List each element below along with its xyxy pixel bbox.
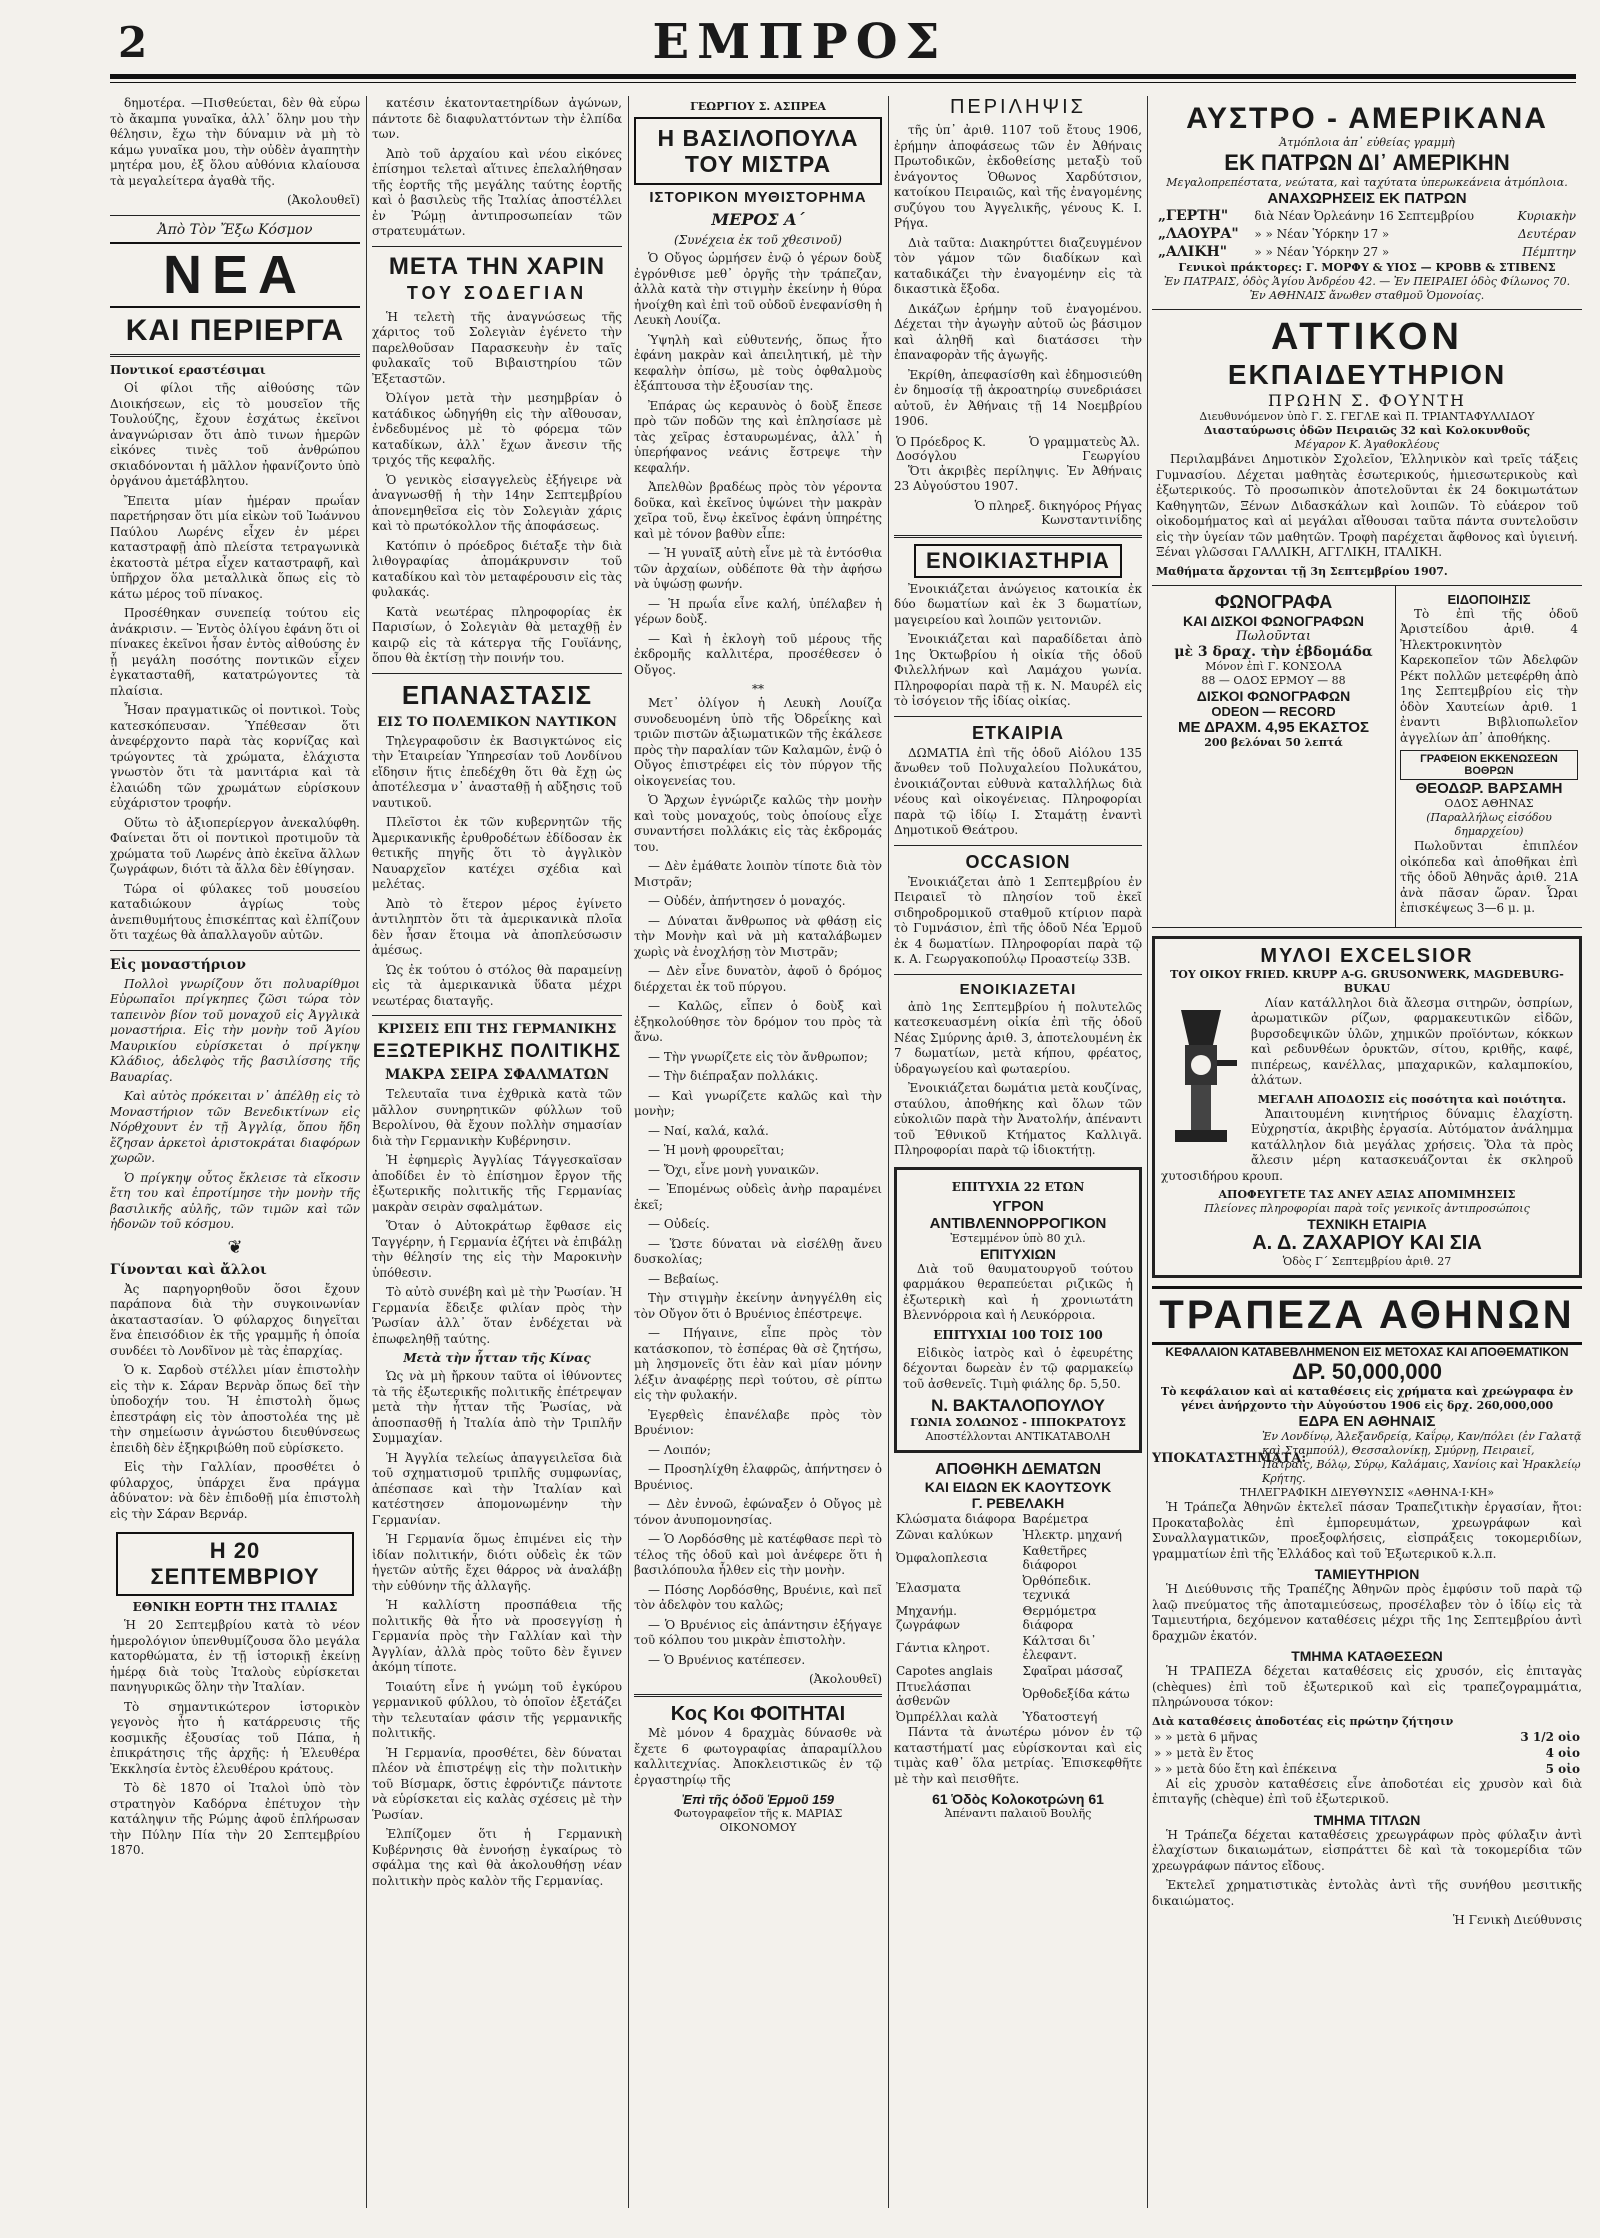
- store-items-table: [894, 1511, 1142, 1725]
- article-text: Ἐγερθεὶς ἐπανέλαβε πρὸς τὸν Βρυένιον:: [634, 1407, 882, 1437]
- article-text: Τελευταῖα τινα ἐχθρικὰ κατὰ τῶν μᾶλλον συνηρητικῶν φύλλων τοῦ Βερολίνου, θὰ ἔχουν πολλὴν σημασίαν διὰ τὴν Γερμανικὴν Κυβέρνησιν.: [372, 1087, 622, 1148]
- ad-line: ΥΠΟΚΑΤΑΣΤΗΜΑΤΑ:: [1152, 1450, 1307, 1466]
- classified-text: ἀπὸ 1ης Σεπτεμβρίου ἡ πολυτελῶς κατεσκευασμένη οἰκία ἐπὶ τῆς ὁδοῦ Νέας Σμύρνης ἀριθ. 3, ἀποτελουμένη ἐκ 7 δωματίων, μετὰ κήπου, φρέατος, ὑδραγωγείου καὶ φωταερίου.: [894, 999, 1142, 1076]
- signature: Ὁ γραμματεὺς Ἀλ. Γεωργίου: [1029, 434, 1140, 463]
- article-text: Ἀπὸ τὸ ἕτερον μέρος ἐγίνετο ἀντιληπτὸν ὅτι τὰ ἀμερικανικὰ πλοῖα δὲν ἦσαν ἕτοιμα νὰ ἀποπλεύσωσιν ἀμέσως.: [372, 896, 622, 957]
- ad-section-title: ΤΑΜΙΕΥΤΗΡΙΟΝ: [1314, 1566, 1420, 1582]
- divider: [894, 535, 1142, 538]
- serial-author: ΓΕΩΡΓΙΟΥ Σ. ΑΣΠΡΕΑ: [690, 100, 826, 113]
- article-text: — Δὲν ἐννοῶ, ἐφώναξεν ὁ Οὔγος μὲ τόνον ἀνυπομονησίας.: [634, 1497, 882, 1527]
- column-1: [110, 96, 360, 2208]
- article-text: Ἦσαν πραγματικῶς οἱ ποντικοὶ. Τοὺς κατεσκόπευσαν. Ὑπέθεσαν ὅτι ἀνεφέρχοντο παρὰ τὰς κορνίζας καὶ τρώγοντες τὰ χρώματα, ἐλάχιστα γνωστὸν ὅτι τὰ μανιτάρια καὶ τὰ ἐλαιώδη τῶν χρωμάτων εὑρίσκουν εὐχάριστον τροφήν.: [110, 703, 360, 810]
- notice-text: Διὰ ταῦτα: Διακηρύττει διαζευγμένον τὸν γάμον τῶν διαδίκων καὶ καταδικάζει τὴν ἐναγομένην εἰς τὰ δικαστικὰ ἔξοδα.: [894, 235, 1142, 296]
- article-text: Ἡ τελετὴ τῆς ἀναγνώσεως τῆς χάριτος τοῦ Σολεγιὰν ἐγένετο τὴν παρελθοῦσαν Παρασκευὴν ἐν ταῖς φυλακαῖς τοῦ Βιβαιστηρίου τῶν Ἐξεταστῶν.: [372, 309, 622, 386]
- article-text: — Καὶ γνωρίζετε καλῶς καὶ τὴν μονὴν;: [634, 1088, 882, 1118]
- table-cell: „ΑΛΙΚΗ": [1158, 244, 1228, 260]
- article-text: — Ἡ πρωΐα εἶνε καλή, ὑπέλαβεν ἡ γέρων δοὺξ.: [634, 596, 882, 626]
- attikon-school-ad: [1152, 310, 1582, 586]
- table-cell: » » Νέαν Ὑόρκην 27 »: [1254, 245, 1390, 259]
- ad-line: ΤΟΥ ΟΙΚΟΥ FRIED. KRUPP A-G. GRUSONWERK, MAGDEBURG-BUKAU: [1170, 967, 1564, 995]
- article-text: — Οὐδέν, ἀπήντησεν ὁ μοναχός.: [648, 894, 846, 908]
- column-3: [634, 96, 882, 2208]
- article-heading: Εἰς μοναστήριον: [110, 956, 246, 973]
- ad-line: ΤΗΛΕΓΡΑΦΙΚΗ ΔΙΕΥΘΥΝΣΙΣ «ΑΘΗΝΑ·Ι·ΚΗ»: [1239, 1486, 1495, 1499]
- mill-machine-icon: [1161, 1000, 1241, 1150]
- article-text: — Ναί, καλά, καλά.: [648, 1123, 769, 1138]
- article-text: Ἡ καλλίστη προσπάθεια τῆς πολιτικῆς θὰ ἦτο νὰ προσεγγίσῃ ἡ Γερμανία πρὸς τὴν Γαλλίαν καὶ τὴν Ἀγγλίαν, ἀλλὰ πρὸς τοῦτο δὲν ἔγινεν ἀκόμη τίποτε.: [372, 1598, 622, 1674]
- article-subtitle: ΤΟΥ ΣΟΔΕΓΙΑΝ: [406, 282, 588, 303]
- ad-line: Ἐν Λονδίνῳ, Ἀλεξανδρείᾳ, Καΐρῳ, Καν/πόλει (ἐν Γαλατᾷ καὶ Σταμπούλ), Θεσσαλονίκῃ, Σμύρνῃ, Πειραιεῖ, Πάτραις, Βόλῳ, Σύρῳ, Καλάμαις, Χανίοις καὶ Ἡρακλείῳ Κρήτης.: [1262, 1430, 1582, 1485]
- branches-row: [1152, 1430, 1582, 1486]
- article-text: — Καλῶς, εἶπεν ὁ δοὺξ καὶ ἐξηκολούθησε τὸν δρόμον του πρὸς τὰ ἄνω.: [634, 999, 882, 1044]
- interest-rates-table: [1152, 1729, 1582, 1777]
- article-text: — Πήγαινε, εἶπε πρὸς τὸν κατάσκοπον, τὸ ἑσπέρας θὰ σὲ ζητήσω, μὴ λησμονεῖς ὅτι ἐὰν καὶ μίαν μόνην λέξιν ἀναφέρῃς περὶ τούτου, σὲ ρίπτω εἰς τὴν φυλακήν.: [634, 1326, 882, 1402]
- article-text: — Τὴν γνωρίζετε εἰς τὸν ἄνθρωπον;: [648, 1049, 868, 1064]
- ad-line: ΘΕΟΔΩΡ. ΒΑΡΣΑΜΗ: [1415, 780, 1563, 797]
- ad-capital: ΔΡ. 50,000,000: [1291, 1359, 1442, 1384]
- ad-line: ΕΚ ΠΑΤΡΩΝ ΔΙ᾿ ΑΜΕΡΙΚΗΝ: [1224, 150, 1510, 175]
- ad-line: ΔΙΣΚΟΙ ΦΩΝΟΓΡΑΦΩΝ: [1196, 687, 1351, 704]
- ad-title: ΑΤΤΙΚΟΝ: [1271, 316, 1463, 358]
- table-cell: » » μετὰ δύο ἔτη καὶ ἐπέκεινα: [1154, 1761, 1338, 1776]
- article-text: — Καὶ ἡ ἐκλογὴ τοῦ μέρους τῆς ἐκδρομῆς καλλιτέρα, προσέθεσεν ὁ Οὔγος.: [634, 631, 882, 677]
- article-text: Οὕτω τὸ ἀξιοπερίεργον ἀνεκαλύφθη. Φαίνεται ὅτι οἱ ποντικοὶ προτιμοῦν τὰ χρώματα τοῦ Λωρένς ἀπὸ ἐκεῖνα ἄλλων ζωγράφων, διότι τὰ ἄλλα δὲν ἐθίγησαν.: [110, 815, 360, 876]
- ad-line: Ἐστεμμένον ὑπὸ 80 χιλ.: [950, 1231, 1086, 1245]
- article-text: Τηλεγραφοῦσιν ἐκ Βασιγκτώνος εἰς τὴν Ἑταιρείαν Ὑπηρεσίαν τοῦ Λονδίνου εἴδησιν ἥτις ἐπεδέχθη ὅτι θὰ ἔχῃ ὡς ἀποτέλεσμα ν᾿ ἀνασταθῇ ἡ αὔξησις τοῦ ναυτικοῦ.: [372, 733, 622, 810]
- ad-title: ΓΡΑΦΕΙΟΝ ΕΚΚΕΝΩΣΕΩΝ ΒΟΘΡΩΝ: [1400, 750, 1578, 780]
- article-text: Ἀπελθὼν βραδέως πρὸς τὸν γέροντα δοῦκα, καὶ ἐκεῖνος ὑψώνει τὴν μακρὰν χεῖρα τοῦ, ἔνῳ ἐκεῖνος ἐφάνη ὑπηρέτης καὶ μὲ τόνον βαθὺν εἶπε:: [634, 480, 882, 541]
- ad-line: Πωλοῦνται: [1236, 628, 1311, 644]
- ad-title: ΚΑΙ ΔΙΣΚΟΙ ΦΩΝΟΓΡΑΦΩΝ: [1183, 612, 1364, 629]
- ad-line: Διευθυνόμενον ὑπὸ Γ. Σ. ΓΕΓΛΕ καὶ Π. ΤΡΙΑΝΤΑΦΥΛΛΙΔΟΥ: [1199, 410, 1535, 423]
- article-text: Καὶ αὐτὸς πρόκειται ν᾿ ἀπέλθῃ εἰς τὸ Μοναστήριον τῶν Βενεδικτίνων εἰς Νόρθχουντ ἐν τῇ Ἀγγλίᾳ, ὅπου ἤδη ἔζησαν ἀρκετοὶ ἀριστοκράται διαφόρων χωρῶν.: [110, 1089, 360, 1165]
- article-text: — Οὐδείς.: [648, 1217, 710, 1231]
- notice-text: Δικάζων ἐρήμην τοῦ ἐναγομένου. Δέχεται τὴν ἀγωγὴν αὐτοῦ ὡς βάσιμον καὶ ἀληθῆ καὶ διατάσσει τὴν ἐπαναφορὰν τῆς ἀγωγῆς.: [894, 301, 1142, 362]
- article-text: Μετ᾿ ὀλίγον ἡ Λευκὴ Λουίζα συνοδευομένη ὑπὸ τῆς Ὀδρεΐκης καὶ τριῶν πιστῶν ἀξιωματικῶν τῆς ἐκάλεσε πρὸς τὴν παραλίαν τῶν Καλαμῶν, ἐνῷ ὁ Οὔγος ἐπιστρέφει εἰς τὸν πύργον τῆς οἰκογενείας του.: [634, 696, 882, 788]
- table-row: [894, 1511, 1142, 1527]
- article-text: — Πόσης Λορδόσθης, Βρυένιε, καὶ πεῖ τὸν ἀδελφὸν του καλῶς;: [634, 1582, 882, 1612]
- table-cell: Πτυελάσπαι ἀσθενῶν: [896, 1680, 972, 1708]
- article-text: Ἀπὸ τοῦ ἀρχαίου καὶ νέου εἰκόνες ἐπίσημοι τελεταὶ αἵτινες ἐπελαλήθησαν τῆς ἑορτῆς τῆς μεγάλης ταύτης ἑορτῆς καὶ ὁ βασιλεὺς τῆς Ἰταλίας ἀποστέλλει ἐν Ῥώμῃ ἀντιπροσωπείαν τῶν στρατευμάτων.: [372, 146, 622, 238]
- article-title: ΕΠΑΝΑΣΤΑΣΙΣ: [401, 679, 593, 710]
- table-cell: Βαρέμετρα: [1022, 1512, 1089, 1526]
- ad-text: Ἀπαιτουμένη κινητήριος δύναμις ἐλαχίστη. Εὐχρηστία, ἀκριβὴς ἐργασία. Αὐτόματον ἀνάλημμα κατάλληλον διὰ μεγάλας χρήσεις. Ὅλα τὰ πρὸς ἄλεσιν μέρη κατασκευάζονται ἐκ σκληροῦ χυτοσιδήρου κρουπ.: [1161, 1106, 1573, 1183]
- ornament-icon: **: [752, 682, 764, 696]
- article-text: Πολλοὶ γνωρίζουν ὅτι πολυαρίθμοι Εὐρωπαῖοι πρίγκηπες ζῶσι τώρα τὸν ταπεινὸν βίον τοῦ μοναχοῦ εἰς Ἀγγλικὰ μοναστήρια. Εἰς τὴν μονὴν τοῦ Ἁγίου Μαυρικίου εὑρίσκεται ὁ πρίγκηψ Κλάδιος, ἀδελφὸς τῆς βασιλίσσης τῆς Βαυαρίας.: [110, 976, 360, 1084]
- article-text: — Ἡ γυναῖξ αὐτὴ εἶνε μὲ τὰ ἐντόσθια τῶν ἀρχαίων, οὐδέποτε θὰ τὴν ἀφήσω νὰ ὑψώσῃ φωνήν.: [634, 546, 882, 591]
- table-cell: » » μετὰ ἓν ἔτος: [1154, 1745, 1254, 1760]
- ad-address: Ἐπὶ τῆς ὁδοῦ Ἑρμοῦ 159: [682, 1792, 834, 1807]
- ad-line: ΕΠΙΤΥΧΙΩΝ: [980, 1245, 1056, 1262]
- article-text: κατέσιν ἑκατονταετηρίδων ἀγώνων, πάντοτε δὲ διαφυλαττόντων τὴν ἐλπίδα των.: [372, 96, 622, 141]
- table-row: [894, 1709, 1142, 1725]
- ad-line: ODEON — RECORD: [1211, 703, 1336, 719]
- table-row: [1152, 1745, 1582, 1761]
- ad-text: Αἱ εἰς χρυσὸν καταθέσεις εἶνε ἀποδοτέαι εἰς χρυσὸν καὶ διὰ ἐπιταγῆς (chèque) ἐπὶ τοῦ ἐξωτερικοῦ.: [1152, 1776, 1582, 1806]
- article-text: Ἀς παρηγορηθοῦν ὅσοι ἔχουν παράπονα διὰ τὴν συγκοινωνίαν ἀκαταστασίαν. Ὁ φύλαρχος διηγεῖται ἕνα ἐπεισόδιον ἐκ τῆς γραμμῆς ἡ ὁποία συνδέει τὸ Λονδῖνον μὲ τὰς ἐπαρχίας.: [110, 1281, 360, 1358]
- ad-firm: Φωτογραφεῖον τῆς κ. ΜΑΡΙΑΣ ΟΙΚΟΝΟΜΟΥ: [673, 1807, 843, 1834]
- article-text: Κατὰ νεωτέρας πληροφορίας ἐκ Παρισίων, ὁ Σολεγιὰν θὰ μεταχθῇ ἐν καιρῷ εἰς τὰ κάτεργα τῆς Γουϊάνης, ὅπου θὰ ἐκτίσῃ τὴν ποινήν του.: [372, 604, 622, 665]
- classified-text: Ἐνοικιάζεται δωμάτια μετὰ κουζίνας, σταύλου, ἀποθήκης καὶ ὅλων τῶν εὐκολιῶν παρὰ τὴν Ἀνατολήν, ἀπέναντι τοῦ Ἐθνικοῦ Κτήματος Καλλιγᾶ. Πληροφορίαι παρὰ τῷ ἰδιοκτήτῃ.: [894, 1081, 1142, 1157]
- ad-line: ΑΠΟΦΕΥΓΕΤΕ ΤΑΣ ΑΝΕΥ ΑΞΙΑΣ ΑΠΟΜΙΜΗΣΕΙΣ: [1218, 1188, 1516, 1201]
- ad-firm: Α. Δ. ΖΑΧΑΡΙΟΥ ΚΑΙ ΣΙΑ: [1252, 1232, 1482, 1254]
- divider: [894, 974, 1142, 975]
- ad-line: ΚΕΦΑΛΑΙΟΝ ΚΑΤΑΒΕΒΛΗΜΕΝΟΝ ΕΙΣ ΜΕΤΟΧΑΣ ΚΑΙ ΑΠΟΘΕΜΑΤΙΚΟΝ: [1165, 1345, 1569, 1359]
- table-cell: » » Νέαν Ὑόρκην 17 »: [1254, 227, 1390, 241]
- article-subtitle: ΜΑΚΡΑ ΣΕΙΡΑ ΣΦΑΛΜΑΤΩΝ: [384, 1067, 610, 1083]
- signature: Ὁ Πρόεδρος Κ. Δοσόγλου: [896, 434, 986, 463]
- article-text: Ἡ 20 Σεπτεμβρίου κατὰ τὸ νέον ἡμερολόγιον ὑπενθυμίζουσα ὅλο μεγάλα κατορθώματα, ἐν τῇ ἱστορικῇ ἐκείνῃ ἡμέρᾳ διὰ τοὺς Ἰταλοὺς εὐρίσκεται πανηγυρικῶς ὅλην τὴν Ἰταλίαν.: [110, 1618, 360, 1694]
- ad-line: ΜΕΓΑΛΗ ΑΠΟΔΟΣΙΣ εἰς ποσότητα καὶ ποιότητα.: [1257, 1092, 1567, 1106]
- article-text: Τὸ αὐτὸ συνέβη καὶ μὲ τὴν Ῥωσίαν. Ἡ Γερμανία ἔδειξε φιλίαν πρὸς τὴν Ῥωσίαν ἀλλ᾿ ὅταν ἐνδέχεται νὰ ἐπωφεληθῇ ταύτης.: [372, 1285, 622, 1346]
- signature: Ἡ Γενικὴ Διεύθυνσις: [1452, 1913, 1582, 1927]
- ad-section-title: ΤΜΗΜΑ ΤΙΤΛΩΝ: [1313, 1811, 1421, 1828]
- krupp-mills-ad: [1152, 936, 1582, 1279]
- table-row: [894, 1527, 1142, 1543]
- ad-line: Μόνον ἐπὶ Γ. ΚΟΝΣΟΛΑ: [1205, 659, 1342, 673]
- article-text: — Τὴν διέπραξαν πολλάκις.: [648, 1069, 819, 1083]
- ad-owner: Γ. ΡΕΒΕΛΑΚΗ: [971, 1495, 1065, 1511]
- section-kicker: Ἀπὸ Τὸν Ἔξω Κόσμον: [157, 222, 313, 238]
- column-2: [372, 96, 622, 2208]
- table-cell: Δευτέραν: [1518, 227, 1576, 241]
- column-divider: [628, 96, 629, 2208]
- column-5-advertisements: [1152, 96, 1582, 2208]
- table-cell: Ὀμπρέλλαι καλὰ: [896, 1710, 998, 1724]
- ad-line: Πλείονες πληροφορίαι παρὰ τοῖς γενικοῖς ἀντιπροσώποις: [1204, 1202, 1530, 1215]
- ad-text: Ἡ Τράπεζα δέχεται καταθέσεις χρεωγράφων πρὸς φύλαξιν ἀντὶ ἐλαχίστων δικαιωμάτων, εἰσπράττει δὲ καὶ τὰ τοκομερίδια τῶν χρεωγράφων πάντος εἴδους.: [1152, 1827, 1582, 1873]
- serial-continuation: (Συνέχεια ἐκ τοῦ χθεσινοῦ): [674, 233, 842, 247]
- ad-text: Λίαν κατάλληλοι διὰ ἄλεσμα σιτηρῶν, ὀσπρίων, ἀρωματικῶν ρίζων, φαρμακευτικῶν εἰδῶν, βυρσοδεψικῶν ὑλῶν, χημικῶν προϊόντων, κόκκων καὶ ρεδυνθέων ὀρυκτῶν, σίτου, κριθῆς, καφέ, πιπέρεως, κανέλλας, μπαχαρικῶν, καλαμποκίου, ἀλάτων.: [1251, 995, 1573, 1087]
- ad-note: Αποστέλλονται ΑΝΤΙΚΑΤΑΒΟΛΗ: [925, 1430, 1111, 1443]
- column-divider: [1147, 96, 1148, 2208]
- article-text: Ἡ Ἀγγλία τελείως ἀπαγγειλεῖσα διὰ τοῦ σχηματισμοῦ τριπλῆς συμφωνίας, ἀπέσπασε καὶ τὴν Ἰταλίαν καὶ κατέστησεν ἀπομονωμένην τὴν Γερμανίαν.: [372, 1450, 622, 1527]
- article-subtitle: ΕΘΝΙΚΗ ΕΟΡΤΗ ΤΗΣ ΙΤΑΛΙΑΣ: [132, 1600, 338, 1614]
- ornament-icon: ❦: [227, 1236, 243, 1258]
- table-cell: Γάντια κληροτ.: [896, 1641, 991, 1655]
- column-divider: [888, 96, 889, 2208]
- article-text: Ἡ Γερμανία, προσθέτει, δὲν δύναται πλέον νὰ ἐπιστρέψῃ εἰς τὴν πολιτικὴν τοῦ Βίσμαρκ, ὅστις ἐφρόντιζε πάντοτε νὰ εὑρίσκεται εἰς καλὰς σχέσεις μὲ τὴν Ῥωσίαν.: [372, 1745, 622, 1822]
- article-text: — Ἐπομένως οὐδεὶς ἀνὴρ παραμένει ἐκεῖ;: [634, 1182, 882, 1212]
- ad-line: μὲ 3 δραχ. τὴν ἑβδομάδα: [1174, 643, 1373, 660]
- notice-text: Ἐκρίθη, ἀπεφασίσθη καὶ ἐδημοσιεύθη ἐν δημοσίᾳ τῇ ἀκροατηρίῳ συνεδριάσει αὐτοῦ, ἐν Ἀθήναις τῇ 14 Νοεμβρίου 1906.: [894, 367, 1142, 428]
- table-cell: Κάλτσαι δι᾿ ἐλεφαντ.: [1022, 1634, 1097, 1662]
- ad-line: Γενικοὶ πράκτορες: Γ. ΜΟΡΦΥ & ΥΙΟΣ — ΚΡΟΒΒ & ΣΤΙΒΕΝΣ: [1178, 261, 1556, 274]
- divider: [110, 354, 360, 357]
- ad-text: Πωλοῦνται ἐπιπλέον οἰκόπεδα καὶ ἀποθῆκαι ἐπὶ τῆς ὁδοῦ Ἀθηνᾶς ἀριθ. 21Α ἀνὰ πᾶσαν ὥραν. Ὧραι ἐπισκέψεως 3—6 μ. μ.: [1400, 839, 1578, 915]
- table-cell: Ὑδατοστεγή: [1022, 1710, 1098, 1724]
- table-cell: Capotes anglais: [896, 1664, 993, 1678]
- austro-americana-ad: [1152, 96, 1582, 310]
- ad-title: ΜΥΛΟΙ EXCELSIOR: [1260, 944, 1474, 967]
- ad-section-title: ΤΜΗΜΑ ΚΑΤΑΘΕΣΕΩΝ: [1291, 1648, 1443, 1664]
- divider: [372, 1015, 622, 1016]
- serial-title: Η ΒΑΣΙΛΟΠΟΥΛΑ ΤΟΥ ΜΙΣΤΡΑ: [634, 117, 882, 185]
- article-text: Ὑψηλὴ καὶ εὐθυτενής, ὅπως ἦτο ἐφάνη μακρὰν καὶ ἀπειλητική, μὲ τὴν κεφαλὴν ὀπίσω, μὲ τοὺς ὀφθαλμοὺς ἐξάπτουσα τὴν ἐξουσίαν της.: [634, 332, 882, 393]
- table-cell: Ὀμφαλοπλεσια: [896, 1551, 988, 1565]
- table-cell: Μηχανήμ. ζωγράφων: [896, 1604, 961, 1632]
- table-cell: Θερμόμετρα διάφορα: [1022, 1604, 1097, 1632]
- bank-of-athens-ad: [1152, 1286, 1582, 1927]
- article-text: — Ὁ Βρυένιος κατέπεσεν.: [648, 1652, 806, 1667]
- article-text: — Λοιπόν;: [648, 1442, 711, 1457]
- table-cell: Ὀρθοδεξίδα κάτω: [1022, 1687, 1130, 1701]
- table-row: [894, 1633, 1142, 1663]
- article-title: Η 20 ΣΕΠΤΕΜΒΡΙΟΥ: [116, 1532, 354, 1596]
- article-text: Ὁ κ. Σαρδοὺ στέλλει μίαν ἐπιστολὴν εἰς τὴν κ. Σάραν Βερνὰρ ὅπως δεῖ τὴν ὑποδοχήν του. Ἡ ἐπιστολὴ ὅμως ἐπεστράφη εἰς τὸν ἀποστολέα της μὲ τὴν σημείωσιν ἀγνώστου διευθύνσεως ἐπειδὴ δὲν ἐξηκριβώθη ποῦ εὑρίσκετο.: [110, 1363, 360, 1455]
- article-subheading: Μετὰ τὴν ἧτταν τῆς Κίνας: [403, 1351, 591, 1365]
- ad-text: Ἡ Τράπεζα Ἀθηνῶν ἐκτελεῖ πάσαν Τραπεζιτικὴν ἐργασίαν, ἤτοι: Προκαταβολὰς ἐπὶ ἐμπορευμάτων, χρεωγράφων καὶ Συναλλαγματικῶν, προεξοφλήσεις, εἰσπράξεις τοκομεριδίων, γραμματίων ἐπὶ τῆς Ἑλλάδος καὶ τοῦ Ἐξωτερικοῦ κ.λ.π.: [1152, 1500, 1582, 1561]
- article-text: Ἡ Γερμανία ὅμως ἐπιμένει εἰς τὴν ἰδίαν πολιτικήν, διότι οὐδεὶς ἐκ τῶν ἡγετῶν αὐτῆς ἔχει θάρρος νὰ ἀναλάβῃ τὴν εὐθύνην τῆς ἀλλαγῆς.: [372, 1532, 622, 1593]
- classified-title: ΕΝΟΙΚΙΑΖΕΤΑΙ: [959, 980, 1077, 998]
- table-cell: „ΛΑΟΥΡΑ": [1158, 226, 1239, 242]
- ad-firm: Ν. ΒΑΚΤΑΛΟΠΟΥΛΟΥ: [931, 1396, 1105, 1415]
- ad-address: 61 Ὁδὸς Κολοκοτρώνη 61: [932, 1791, 1104, 1807]
- divider: [894, 716, 1142, 717]
- ad-line: ΕΔΡΑ ΕΝ ΑΘΗΝΑΙΣ: [1298, 1413, 1436, 1430]
- article-text: Κατόπιν ὁ πρόεδρος διέταξε τὴν διὰ λιθογραφίας ἀπομάκρυνσιν τοῦ καταδίκου καὶ τὸν μεταφέρουσιν εἰς τὰς φυλακάς.: [372, 538, 622, 599]
- classified-text: Ἐνοικιάζεται ἀπὸ 1 Σεπτεμβρίου ἐν Πειραιεῖ τὸ πλησίον τοῦ ἐκεῖ σιδηροδρομικοῦ σταθμοῦ κτίριον παρὰ τὸ Γυμνάσιον, ἐπὶ τῆς ὁδοῦ Νέα Ἑρμοῦ ἐκ 4 δωματίων. Πληροφορίαι παρὰ τῷ κ. Α. Γεωργακοπούλῳ Προαστείῳ 33Β.: [894, 874, 1142, 966]
- table-cell: Ζῶναι καλύκων: [896, 1528, 994, 1542]
- article-text: Εἰς τὴν Γαλλίαν, προσθέτει ὁ φύλαρχος, ὑπάρχει ἕνα πράγμα ἀδύνατον: νὰ δὲν ἐπιδοθῇ μία ἐπιστολὴ εἰς τὴν Σάραν Βερνάρ.: [110, 1460, 360, 1521]
- ad-title: ΤΡΑΠΕΖΑ ΑΘΗΝΩΝ: [1152, 1286, 1582, 1345]
- ad-title: Κος Κοι ΦΟΙΤΗΤΑΙ: [670, 1703, 846, 1725]
- ad-line: ΠΡΩΗΝ Σ. ΦΟΥΝΤΗ: [1268, 391, 1466, 410]
- article-heading: Ποντικοί εραστέσιμαι: [110, 363, 266, 377]
- classified-text: ΔΩΜΑΤΙΑ ἐπὶ τῆς ὁδοῦ Αἰόλου 135 ἄνωθεν τοῦ Πολυχαλείου Πολυκάτου, ἐνοικιάζονται εὐθυνὰ καταλλήλως διὰ νέους καὶ οἰκογένειας. Πληροφορίαι παρὰ τῷ ἰδίῳ Ι. Σταμάτῃ ἐναντὶ Δημοτικοῦ Θεάτρου.: [894, 745, 1142, 837]
- ad-line: Ἀτμόπλοια ἀπ᾿ εὐθείας γραμμὴ: [1279, 136, 1455, 149]
- signature: Ὁ πληρεξ. δικηγόρος Ρήγας Κωνσταντινίδης: [974, 498, 1142, 527]
- ad-line: Μαθήματα ἄρχονται τῇ 3η Σεπτεμβρίου 1907.: [1156, 564, 1448, 578]
- table-cell: Πέμπτην: [1522, 245, 1576, 259]
- article-text: Ἡ ἐφημερὶς Ἀγγλίας Τάγγεσκαϊσαν ἀποδίδει ἐν τὸ ἐπίσημον ἔργον τῆς ἐξωτερικῆς πολιτικῆς τῆς Γερμανίας μακρὰν σειρὰν σφαλμάτων.: [372, 1153, 622, 1214]
- masthead-rule: [110, 74, 1576, 79]
- article-text: — Ὥστε δύναται νὰ εἰσέλθῃ ἄνευ δυσκολίας;: [634, 1236, 882, 1266]
- ad-line: (Παραλλήλως εἰσόδου δημαρχείου): [1426, 811, 1552, 838]
- article-kicker: ΚΡΙΣΕΙΣ ΕΠΙ ΤΗΣ ΓΕΡΜΑΝΙΚΗΣ: [377, 1022, 617, 1037]
- divider: [110, 950, 360, 951]
- table-cell: Κλώσματα διάφορα: [896, 1512, 1016, 1526]
- ad-line: Μέγαρον Κ. Ἀγαθοκλέους: [1294, 438, 1440, 451]
- classified-title: ΕΝΟΙΚΙΑΣΤΗΡΙΑ: [914, 544, 1122, 578]
- ad-text: Ἐκτελεῖ χρηματιστικὰς ἐντολὰς ἀντὶ τῆς συνήθου μεσιτικῆς δικαιώματος.: [1152, 1878, 1582, 1908]
- article-text: — Προσηλίχθη ἐλαφρῶς, ἀπήντησεν ὁ Βρυένιος.: [634, 1462, 882, 1492]
- article-text: Τὴν στιγμὴν ἐκείνην ἀνηγγέλθη εἰς τὸν Οὔγον ὅτι ὁ Βρυένιος ἐπέστρεψε.: [634, 1291, 882, 1321]
- table-cell: Ἠλεκτρ. μηχανή: [1022, 1528, 1122, 1542]
- notice-text: Ὅτι ἀκριβὲς περίληψις. Ἐν Ἀθήναις 23 Αὐγούστου 1907.: [894, 463, 1142, 493]
- divider: [634, 1694, 882, 1697]
- ad-line: Ἐν ΠΑΤΡΑΙΣ, ὁδὸς Ἁγίου Ἀνδρέου 42. — Ἐν ΠΕΙΡΑΙΕΙ ὁδὸς Φίλωνος 70. Ἐν ΑΘΗΝΑΙΣ ἄνωθεν σταθμοῦ Ὁμονοίας.: [1163, 275, 1571, 302]
- ad-title: ΥΓΡΟΝ ΑΝΤΙΒΛΕΝΝΟΡΡΟΓΙΚΟΝ: [929, 1197, 1107, 1232]
- ad-address: Ὁδὸς Γ΄ Σεπτεμβρίου ἀριθ. 27: [1282, 1255, 1452, 1268]
- ad-address: Ἀπέναντι παλαιοῦ Βουλῆς: [944, 1807, 1092, 1820]
- table-row: [894, 1603, 1142, 1633]
- continued-note: (Ἀκολουθεῖ): [286, 193, 360, 207]
- ad-title: ΑΥΣΤΡΟ - ΑΜΕΡΙΚΑΝΑ: [1186, 102, 1548, 135]
- article-text: — Ὁ Βρυένιος εἰς ἀπάντησιν ἐξήγαγε τοῦ κόλπου του μικρὰν ἐπιστολὴν.: [634, 1617, 882, 1647]
- classified-title: OCCASION: [965, 851, 1071, 872]
- pharmacy-ad: [894, 1167, 1142, 1454]
- article-text: Προσέθηκαν συνεπείᾳ τούτου εἰς ἀνάκρισιν. — Ἐντὸς ὀλίγου ἐφάνη ὅτι οἱ πίνακες ἐκεῖνοι ἦσαν ἐντὸς αἰθούσης ἐν ᾗ μεγάλη ποσότης ποντικῶν εἶχεν ἐγκατασταθῆ, κατατρώγοντες τὰ πλαίσια.: [110, 606, 360, 698]
- table-cell: Κυριακὴν: [1517, 209, 1576, 223]
- table-cell: 4 οἰο: [1545, 1745, 1580, 1760]
- column-4: [894, 96, 1142, 2208]
- divider: [894, 845, 1142, 846]
- ad-line: 88 — ΟΔΟΣ ΕΡΜΟΥ — 88: [1201, 673, 1346, 687]
- ad-text: Ἡ ΤΡΑΠΕΖΑ δέχεται καταθέσεις εἰς χρυσόν, εἰς ἐπιταγὰς (chèques) ἐπὶ τοῦ ἐξωτερικοῦ καὶ εἰς τραπεζογραμμάτια, πληρώνουσα τόκον:: [1152, 1664, 1582, 1709]
- notice-text: τῆς ὑπ᾿ ἀριθ. 1107 τοῦ ἔτους 1906, ἐρήμην ἀποφάσεως τῶν ἐν Ἀθήναις Πρωτοδικῶν, ἐκδοθείσης μεταξὺ τοῦ ἐνάγοντος Ὁθωνος Χαρδύτσιον, κατοίκου Πειραιῶς, καὶ τῆς ἐναγομένης συζύγου του Ἀγγελικῆς, γένους Κ. Ι. Ρήγα.: [894, 123, 1142, 230]
- page-number: 2: [118, 18, 148, 67]
- table-row: [1156, 207, 1578, 225]
- serial-part: ΜΕΡΟΣ Α΄: [711, 210, 805, 229]
- ad-text: Τὸ ἐπὶ τῆς ὁδοῦ Ἀριστείδου ἀριθ. 4 Ἠλεκτροκινητὸν Καρεκοπεῖον τῶν Ἀδελφῶν Ρέκτ πολλῶν μετεφέρθη ἀπὸ 1ης Σεπτεμβρίου εἰς τὴν ὁδὸν Χαυτείων ἀριθ. 1 ἐναντι Βιβλιοπωλεῖον ἀγγελίων ἀπ᾿ ἀποθήκης.: [1400, 606, 1578, 745]
- article-text: Ὀλίγον μετὰ τὴν μεσημβρίαν ὁ κατάδικος ὡδηγήθη εἰς τὴν αἴθουσαν, ἐνδεδυμένος μὲ τὸ φόρεμα τῶν καταδίκων, ἀλλ᾿ ἔχων ἄνεσιν τῆς τριχός τῆς κεφαλῆς.: [372, 391, 622, 467]
- article-text: — Δύναται ἄνθρωπος νὰ φθάσῃ εἰς τὴν Μονὴν καὶ νὰ μὴ καταλάβωμεν χωρὶς νὰ ἐνοχλήσῃ τὸν Μιστρᾶν;: [634, 913, 882, 959]
- ad-title: ΕΚΠΑΙΔΕΥΤΗΡΙΟΝ: [1227, 359, 1507, 390]
- table-cell: Καθετῆρες διάφοροι: [1022, 1544, 1087, 1572]
- article-text: Ὅταν ὁ Αὐτοκράτωρ ἔφθασε εἰς Ταγγέρην, ἡ Γερμανία ἐζήτει νὰ ἐπιβάλῃ τὴν θέλησίν της εἰς τὴν Μαροκινὴν ὑπόθεσιν.: [372, 1219, 622, 1280]
- ad-address: ΓΩΝΙΑ ΣΟΛΩΝΟΣ - ΙΠΠΟΚΡΑΤΟΥΣ: [910, 1416, 1126, 1429]
- article-text: Τώρα οἱ φύλακες τοῦ μουσείου καταδιώκουν ἀγρίως τοὺς ἀνεπιθυμήτους ἐπισκέπτας καὶ ἐλπίζουν ὅτι ταχέως θὰ ἀπαλλαγοῦν αὐτῶν.: [110, 881, 360, 942]
- article-title: ΕΞΩΤΕΡΙΚΗΣ ΠΟΛΙΤΙΚΗΣ: [372, 1041, 622, 1062]
- table-cell: Ὀρθόπεδικ. τεχνικά: [1022, 1574, 1092, 1602]
- article-text: Ὁ γενικὸς εἰσαγγελεὺς ἐξήγειρε νὰ ἀναγνωσθῇ ἡ τὴν 14ην Σεπτεμβρίου ἀπονεμηθεῖσα εἰς τὸν Σολεγιὰν χάρις καὶ τὸ πρωτόκολλον τῆς ἀποφάσεως.: [372, 472, 622, 533]
- article-text: Τὸ δὲ 1870 οἱ Ἰταλοὶ ὑπὸ τὸν στρατηγὸν Καδόρνα ἐπέτυχον τὴν κατάληψιν τῆς Ρώμης ἀφοῦ ἐπλήρωσαν τὴν Πύλην Πία τὴν 20 Σεπτεμβρίου 1870.: [110, 1781, 360, 1857]
- ad-line: ΟΔΟΣ ΑΘΗΝΑΣ: [1444, 797, 1534, 810]
- table-cell: Ἐλασματα: [896, 1581, 961, 1595]
- masthead-rule-thin: [110, 82, 1576, 83]
- article-text: — Ὄχι, εἶνε μονὴ γυναικῶν.: [648, 1162, 820, 1177]
- table-cell: 3 1/2 οἰο: [1520, 1729, 1580, 1744]
- newspaper-title: ΕΜΠΡΟΣ: [652, 14, 948, 70]
- article-text: — Ὁ Λορδόσθης μὲ κατέφθασε περὶ τὸ τέλος τῆς ὁδοῦ καὶ μοὶ ἀνέφερε ὅτι ἡ βασιλόπουλα ἦλθεν εἰς τὴν μονὴν.: [634, 1532, 882, 1577]
- ad-title: ΚΑΙ ΕΙΔΩΝ ΕΚ ΚΑΟΥΤΣΟΥΚ: [924, 1479, 1112, 1495]
- article-text: δημοτέρα. —Πισθεύεται, δὲν θὰ εὗρω τὸ ἄκαμπα γυναῖκα, ἀλλ᾿ ὅλην μου τὴν θέλησιν, ἔχω τὴν δύναμιν νὰ μὴ τὸ κάμω γυναῖκα μου, τὴν οὐδὲν ἀγαπητὴν μητέρα μου, ἐξ ὅλου αὐθόνια κλαίουσα τὰ μεγαλείτερα ἀγαθὰ τῆς.: [110, 96, 360, 188]
- article-text: Ὁ πρίγκηψ οὗτος ἔκλεισε τὰ εἴκοσιν ἔτη του καὶ ἐπροτίμησε τὴν μονὴν τῆς βασιλικῆς αὐλῆς, τῶν τιμῶν καὶ τῶν ἡδονῶν τοῦ κόσμου.: [110, 1170, 360, 1231]
- table-cell: 5 οἰο: [1545, 1761, 1580, 1776]
- ad-text: Εἰδικὸς ἰατρὸς καὶ ὁ ἐφευρέτης δέχονται δωρεὰν ἐν τῷ φαρμακείῳ τοῦ ἀσθενεῖς. Τιμὴ φιάλης δρ. 5,50.: [903, 1345, 1133, 1391]
- ad-line: 200 βελόναι 50 λεπτά: [1204, 735, 1343, 749]
- classified-text: Ἐνοικιάζεται ἀνώγειος κατοικία ἐκ δύο δωματίων καὶ ἐκ 3 δωματίων, μαγειρείου καὶ λοιπῶν γειτονιῶν.: [894, 581, 1142, 627]
- continued-note: (Ἀκολουθεῖ): [808, 1672, 882, 1686]
- table-cell: „ΓΕΡΤΗ": [1158, 208, 1229, 224]
- table-row: [894, 1543, 1142, 1573]
- classified-text: Ἐνοικιάζεται καὶ παραδίδεται ἀπὸ 1ης Ὀκτωβρίου ἡ οἰκία τῆς ὁδοῦ Φιλελλήνων καὶ Λαμάχου γωνία. Πληροφορίαι παρὰ τῇ κ. Ν. Μαυρέλ εἰς τὸ ἰσόγειον τῆς ἰδίας οἰκίας.: [894, 632, 1142, 708]
- divider: [372, 673, 622, 674]
- ad-line: Μεγαλοπρεπέστατα, νεώτατα, καὶ ταχύτατα ὑπερωκεάνεια ἀτμόπλοια.: [1166, 176, 1568, 189]
- ad-text: Περιλαμβάνει Δημοτικὸν Σχολεῖον, Ἑλληνικὸν καὶ τρεῖς τάξεις Γυμνασίου. Δέχεται μαθητὰς ἐσωτερικούς, ἡμιεσωτερικοὺς καὶ ἐξωτερικούς. Τὸ προσωπικὸν ἀποτελοῦνται ἐκ 24 δοκιμωτάτων Καθηγητῶν, Ξένων Διδασκάλων καὶ λοιπῶν. Τὸ εὐάερον τοῦ οἰκοδομήματος καὶ αἱ μεγάλαι αἴθουσαι ταῦτα πάντα συντελοῦσιν εἰς τὴν ὑγείαν τῶν μαθητῶν. Τροφὴ παρέχεται ἄφθονος καὶ ὑγιεινή. Ξέναι γλῶσσαι ΓΑΛΛΙΚΗ, ΑΓΓΛΙΚΗ, ΙΤΑΛΙΚΗ.: [1156, 452, 1578, 559]
- table-row: [1152, 1761, 1582, 1777]
- phonograph-ad: [1152, 586, 1396, 927]
- article-text: — Δὲν εἶνε δυνατὸν, ἀφοῦ ὁ δρόμος διέρχεται ἐκ τοῦ πύργου.: [634, 964, 882, 994]
- divider: [110, 215, 360, 216]
- ad-text: Ἡ Διεύθυνσις τῆς Τραπέζης Ἀθηνῶν πρὸς ἐμφύσιν τοῦ παρὰ τῷ λαῷ πνεύματος τῆς ἀποταμιεύσεως, προσέλαβεν τὸν ὁ ἰδίῳ εἰς τὰ Ταμιευτήρια, δεχόμενον καταθέσεις μέχρι τῆς 1ης Σεπτεμβρίου ἀντὶ δραχμῶν ἑκατόν.: [1152, 1582, 1582, 1643]
- article-text: Ὡς ἐκ τούτου ὁ στόλος θὰ παραμείνῃ εἰς τὰ ἀμερικανικὰ ὕδατα μέχρι νεωτέρας διαταγῆς.: [372, 962, 622, 1008]
- ad-text: Διὰ τοῦ θαυματουργοῦ τούτου φαρμάκου θεραπεύεται ριζικῶς ἡ ἐξωτερικὴ καὶ ἡ χρονιωτάτη Βλεννόρροια καὶ ἡ Λευκόρροια.: [903, 1261, 1133, 1322]
- table-cell: Σφαῖραι μάσσαζ: [1022, 1664, 1123, 1678]
- ad-text: Πάντα τὰ ἀνωτέρω μόνον ἐν τῷ καταστήματί μας εὑρίσκονται καὶ εἰς τιμὰς καθ᾿ ὅλα μετρίας. Ἐπισκεφθῆτε μὲ τὴν καὶ πεισθῆτε.: [894, 1725, 1142, 1786]
- ad-price: ΜΕ ΔΡΑΧΜ. 4,95 ΕΚΑΣΤΟΣ: [1177, 718, 1370, 736]
- ad-text: Μὲ μόνον 4 δραχμὰς δύνασθε νὰ ἔχετε 6 φωτογραφίας ἀπαραμίλλου καλλιτεχνίας. Ἀποκλειστικῶς ἐν τῷ ἐργαστηρίῳ τῆς: [634, 1726, 882, 1787]
- divider: [372, 246, 622, 247]
- article-text: Πλεῖστοι ἐκ τῶν κυβερνητῶν τῆς Ἀμερικανικῆς ἐρυθροδέτων ἐδίδοσαν ἐκ θετικῆς πηγῆς ὅτι τὸ ἀγγλικὸν Ναυαρχεῖον κατέχει σχέδια καὶ μελέτας.: [372, 815, 622, 891]
- classified-title: ΕΤΚΑΙΡΙΑ: [971, 722, 1064, 743]
- table-row: [894, 1573, 1142, 1603]
- table-cell: διὰ Νέαν Ὀρλεάνην 16 Σεπτεμβρίου: [1254, 209, 1475, 223]
- article-heading: Γίνονται καὶ ἄλλοι: [110, 1261, 267, 1278]
- ad-line: ΑΝΑΧΩΡΗΣΕΙΣ ΕΚ ΠΑΤΡΩΝ: [1267, 190, 1467, 207]
- section-subtitle: ΚΑΙ ΠΕΡΙΕΡΓΑ: [125, 314, 345, 347]
- column-divider: [366, 96, 367, 2208]
- ad-row: [1152, 586, 1582, 928]
- table-row: [894, 1679, 1142, 1709]
- ad-title: ΦΩΝΟΓΡΑΦΑ: [1214, 591, 1333, 612]
- article-subtitle: ΕΙΣ ΤΟ ΠΟΛΕΜΙΚΟΝ ΝΑΥΤΙΚΟΝ: [377, 714, 617, 730]
- ad-kicker: ΕΠΙΤΥΧΙΑ 22 ΕΤΩΝ: [951, 1179, 1085, 1194]
- notices-group: [1396, 586, 1582, 927]
- article-text: Οἱ φίλοι τῆς αἰθούσης τῶν Διοικήσεων, εἰς τὸ μουσεῖον τῆς Τουλούζης, ἔχουν ἐσχάτως ἐκεῖνοι ἀναγνώρισαν ὅτι ἀπὸ τινων ἡμερῶν εἰκόνες τινὲς τοῦ ἀνθρώπου σκιαδόνονται ἡ μᾶλλον ἠφανίζοντο ὑπὸ ὀργάνου ἀμετάβλητου.: [110, 381, 360, 488]
- ad-line: Τὸ κεφάλαιον καὶ αἱ καταθέσεις εἰς χρήματα καὶ χρεώγραφα ἐν γένει ἀνήρχοντο τὴν Αὐγούστου 1906 εἰς δρχ. 260,000,000: [1160, 1385, 1574, 1412]
- article-text: Τὸ σημαντικώτερον ἱστορικὸν γεγονὸς ἦτο ἡ κατάρρευσις τῆς κοσμικῆς ἐξουσίας τοῦ Πάπα, ἡ ἐπικράτησις τῆς ἀρχῆς: ἡ Ἐλευθέρα Ἐκκλησία ἐντὸς ἐλευθέρου κράτους.: [110, 1699, 360, 1776]
- ad-title: ΑΠΟΘΗΚΗ ΔΕΜΑΤΩΝ: [934, 1461, 1102, 1478]
- article-text: — Δὲν ἐμάθατε λοιπὸν τίποτε διὰ τὸν Μιστρᾶν;: [634, 859, 882, 889]
- article-text: — Βεβαίως.: [648, 1271, 719, 1286]
- notice-title: ΠΕΡΙΛΗΨΙΣ: [949, 96, 1087, 118]
- table-cell: » » μετὰ 6 μῆνας: [1154, 1729, 1258, 1744]
- article-title: ΜΕΤΑ ΤΗΝ ΧΑΡΙΝ: [388, 252, 606, 280]
- signature-table: [894, 434, 1142, 464]
- table-row: [1156, 225, 1578, 243]
- ad-title: ΕΙΔΟΠΟΙΗΣΙΣ: [1447, 591, 1531, 607]
- ad-line: ΤΕΧΝΙΚΗ ΕΤΑΙΡΙΑ: [1307, 1216, 1427, 1232]
- ad-line: Διὰ καταθέσεις ἀποδοτέας εἰς πρώτην ζήτησιν: [1152, 1714, 1454, 1728]
- table-row: [1152, 1729, 1582, 1745]
- article-text: Ἔπειτα μίαν ἡμέραν πρωΐαν παρετήρησαν ὅτι μία εἰκὼν τοῦ Ἰωάννου Παύλου Λωρένς εἶχεν ἐν μέρει καταστραφῇ ἀπὸ πλείστα τετραγωνικὰ ἑκατοστὰ μέτρα εἶχεν καταστραφῆ, καὶ ὑπῆρχον ὅλα μεταλλικὰ ὅπως εἰς τὸ κάτω μέρος τοῦ πίνακος.: [110, 493, 360, 601]
- article-text: Τοιαύτη εἶνε ἡ γνώμη τοῦ ἐγκύρου γερμανικοῦ φύλλου, τὸ ὁποῖον ἐξετάζει τὴν τελευταίαν φάσιν τῆς γερμανικῆς πολιτικῆς.: [372, 1679, 622, 1740]
- article-text: Ἐλπίζομεν ὅτι ἡ Γερμανικὴ Κυβέρνησις θὰ ἐννοήσῃ ἐγκαίρως τὸ σφάλμα της καὶ θὰ ἀκολουθήσῃ νέαν πολιτικὴν πρὸς καλὸν τῆς Γερμανίας.: [372, 1827, 622, 1888]
- serial-genre: ΙΣΤΟΡΙΚΟΝ ΜΥΘΙΣΤΟΡΗΜΑ: [649, 189, 867, 206]
- article-text: Ἐπάρας ὡς κεραυνὸς ὁ δοὺξ ἔπεσε πρὸ τῶν ποδῶν της καὶ ἐπλησίασε μὲ τὰς χεῖρας ἐσταυρωμένας, ἀλλ᾿ ἡ ὑπερήφανος νεάνις ἔστρεψε τὴν κεφαλήν.: [634, 398, 882, 475]
- article-text: Ὁ Ἄρχων ἐγνώριζε καλῶς τὴν μονὴν καὶ τοὺς μοναχούς, τοὺς ὁποίους εἶχε συναντήσει πολλάκις εἰς τὰς ἐκδρομάς του.: [634, 793, 882, 854]
- ad-line: ΕΠΙΤΥΧΙΑΙ 100 ΤΟΙΣ 100: [933, 1327, 1103, 1342]
- article-text: Ὡς νὰ μὴ ἤρκουν ταῦτα οἱ ἰθύνοντες τὰ τῆς ἐξωτερικῆς πολιτικῆς ἐπέτρεψαν μετὰ τὴν ἧτταν τῆς Ῥωσίας, νὰ ἀποσπασθῇ ἡ Ἰταλία ἀπὸ τὴν Τριπλῆν Συμμαχίαν.: [372, 1369, 622, 1445]
- section-title: ΝΕΑ: [110, 242, 360, 308]
- departures-table: [1156, 207, 1578, 261]
- table-row: [1156, 243, 1578, 261]
- table-row: [894, 1663, 1142, 1679]
- ad-line: Διασταύρωσις ὁδῶν Πειραιῶς 32 καὶ Κολοκυνθοῦς: [1203, 424, 1531, 437]
- article-text: Ὁ Οὔγος ὡρμήσεν ἐνῷ ὁ γέρων δοὺξ ἐγρόνθισε μεθ᾿ ὀργῆς τὴν τράπεζαν, ἀλλὰ κατὰ τὴν στιγμὴν ἐκείνην ἡ θύρα ἠνοίχθη καὶ ἐπὶ τοῦ οὐδοῦ ἐνεφανίσθη ἡ Λευκὴ Λουίζα.: [634, 251, 882, 327]
- article-text: — Ἡ μονὴ φρουρεῖται;: [648, 1143, 785, 1157]
- masthead: [0, 0, 1600, 96]
